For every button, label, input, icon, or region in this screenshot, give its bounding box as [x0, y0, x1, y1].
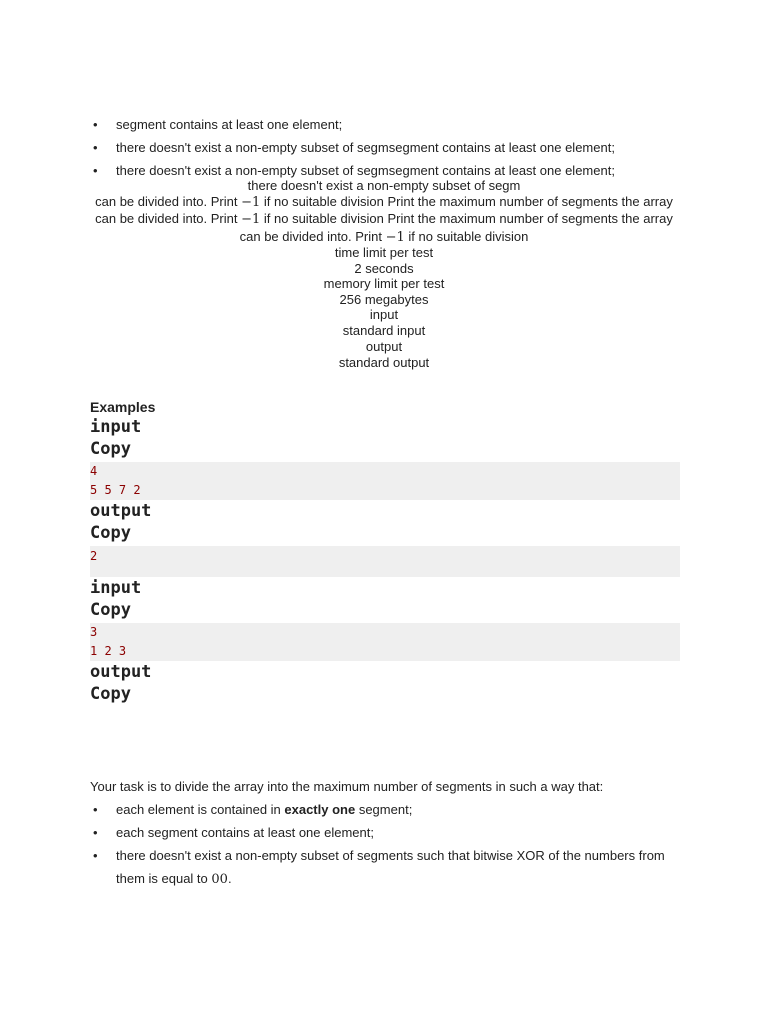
overlap-text-line: there doesn't exist a non-empty subset of segm — [247, 178, 521, 193]
list-item: • each element is contained in exactly one segment; — [90, 798, 700, 821]
input-label: input — [369, 307, 399, 322]
list-item: • there doesn't exist a non-empty subset of segmsegment contains at least one element; — [90, 159, 690, 182]
example-output-heading: output — [90, 662, 152, 682]
list-item: • there doesn't exist a non-empty subset of segments such that bitwise XOR of the numbers from them is equal to 00. — [90, 844, 700, 891]
task-intro: Your task is to divide the array into the maximum number of segments in such a way that: — [90, 779, 604, 794]
example-input-heading: input — [90, 578, 142, 598]
top-bullet-list — [90, 113, 690, 182]
example-output-heading: output — [90, 501, 152, 521]
examples-title: Examples — [90, 399, 156, 415]
overlap-text-line: can be divided into. Print −1 if no suitable division — [239, 229, 529, 245]
task-bullet-list — [90, 798, 700, 891]
overlap-text-line: can be divided into. Print −1 if no suitable division Print the maximum number of segments the array — [95, 211, 673, 227]
memory-limit-label: memory limit per test — [323, 276, 445, 291]
overlap-text-line: can be divided into. Print −1 if no suitable division Print the maximum number of segments the array — [95, 194, 673, 210]
bullet-icon: • — [93, 802, 98, 817]
bullet-icon: • — [93, 163, 98, 178]
example-output-block: 2 — [90, 546, 680, 577]
bullet-icon: • — [93, 140, 98, 155]
copy-button[interactable]: Copy — [90, 523, 131, 543]
time-limit-label: time limit per test — [334, 245, 434, 260]
copy-button[interactable]: Copy — [90, 600, 131, 620]
output-value: standard output — [338, 355, 430, 370]
list-item: • there doesn't exist a non-empty subset of segmsegment contains at least one element; — [90, 136, 690, 159]
list-item: • each segment contains at least one element; — [90, 821, 700, 844]
bullet-icon: • — [93, 825, 98, 840]
copy-button[interactable]: Copy — [90, 684, 131, 704]
input-value: standard input — [342, 323, 426, 338]
list-item: • segment contains at least one element; — [90, 113, 690, 136]
memory-limit-value: 256 megabytes — [339, 292, 429, 307]
example-input-block: 4 5 5 7 2 — [90, 462, 680, 500]
example-input-heading: input — [90, 417, 142, 437]
copy-button[interactable]: Copy — [90, 439, 131, 459]
time-limit-value: 2 seconds — [354, 261, 414, 276]
example-input-block: 3 1 2 3 — [90, 623, 680, 661]
bullet-icon: • — [93, 117, 98, 132]
output-label: output — [365, 339, 403, 354]
bullet-icon: • — [93, 848, 98, 863]
